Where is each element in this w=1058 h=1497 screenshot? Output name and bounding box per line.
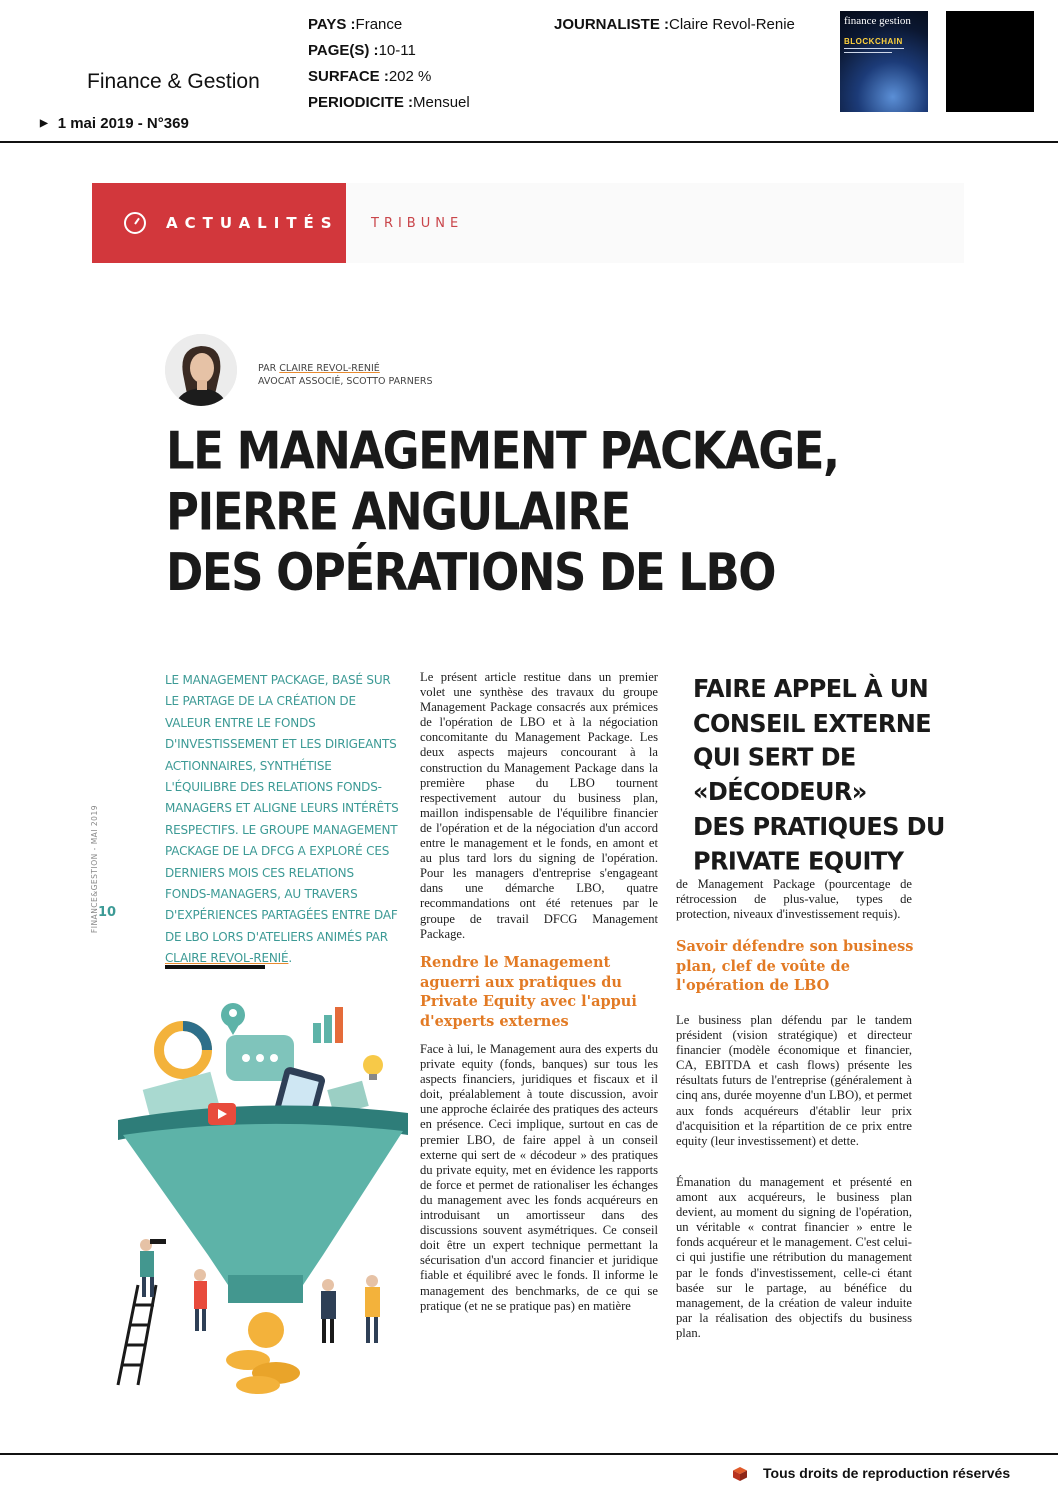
cover-line [844,48,904,49]
lead-rule [165,965,265,969]
pull-quote-line: FAIRE APPEL À UN [693,674,929,704]
cube-logo-icon [733,1467,747,1481]
article-lead: LE MANAGEMENT PACKAGE, BASÉ SUR LE PARTAGE DE LA CRÉATION DE VALEUR ENTRE LE FONDS D'INVESTISSEMENT ET LES DIRIGEANTS ACTIONNAIRES, SYNTHÉTISE L'ÉQUILIBRE DES RELATIONS FONDS-MANAGERS ET ALIGNE LEURS INTÉRÊTS RESPECTIFS. LE GROUPE MANAGEMENT PACKAGE DE LA DFCG A EXPLORÉ CES DERNIERS MOIS CES RELATIONS FONDS-MANAGERS, AU TRAVERS D'EXPÉRIENCES PARTAGÉES ENTRE DAF DE LBO LORS D'ATELIERS ANIMÉS PAR CLAIRE REVOL-RENIÉ. [165,673,399,966]
meta-journaliste: JOURNALISTE :Claire Revol-Renie [554,16,795,33]
pull-quote-line: QUI SERT DE [693,742,856,773]
magazine-cover-thumbnail [840,11,928,112]
funnel-icon [108,985,408,1400]
clock-icon [124,212,146,234]
body-paragraph: Face à lui, le Management aura des experts du private equity (fonds, banques) sur tous les aspects financiers, juridiques et fiscaux et il doit, préalablement à toute discussion, avoir une approche éclairée des pratiques des acteurs en présence. Ceci implique, surtout en cas de premier LBO, de faire appel à un conseil externe qui sert de « décodeur » des pratiques du private equity, met en évidence les rapports de force et permet de rationaliser les échanges du management avec les fonds acquéreurs en introduisant un amortisseur dans des discussions souvent asymétriques. Ce conseil doit être un expert technique permettant la sécurisation d'un accord financier et juridique fiable et équilibré avec le fonds. Il informe le management des benchmarks, de ce qui se pratique (et ne se pratique pas) en matière [420,1042,658,1313]
section-name: ACTUALITÉS [166,214,339,232]
rights-notice: Tous droits de reproduction réservés [763,1465,1011,1481]
meta-periodicite: PERIODICITE :Mensuel [308,94,470,111]
section-subname: TRIBUNE [371,216,464,231]
author-byline [258,362,432,388]
article-title [166,420,839,603]
cover-subject: BLOCKCHAIN [844,37,903,46]
cover-title: finance gestion [844,15,911,27]
triangle-bullet-icon: ▶ [40,118,48,129]
lead-author: CLAIRE REVOL-RENIÉ [165,951,289,966]
pull-quote [693,672,945,878]
cover-line [844,52,892,53]
body-paragraph: de Management Package (pourcentage de rétrocession de plus-value, types de protection, niveaux d'investissement requis). [676,877,912,922]
issue-date [40,115,189,132]
publication-name: Finance & Gestion [87,70,260,93]
meta-pays: PAYS :France [308,16,403,33]
meta-pages: PAGE(S) :10-11 [308,42,416,59]
title-line: PIERRE ANGULAIRE [166,480,630,542]
pull-quote-line: CONSEIL EXTERNE [693,708,931,738]
author-role: AVOCAT ASSOCIÉ, SCOTTO PARNERS [258,376,433,387]
vertical-folio: FINANCE&GESTION - MAI 2019 [90,805,99,934]
footer-divider [0,1453,1058,1455]
body-paragraph: Émanation du management et présenté en amont aux acquéreurs, le business plan devient, au moment du signing de l'opération, un véritable « contrat financier » entre le fonds acquéreur et le management. C'est celui-ci qui justifie une rétribution du management par le fonds d'investissement, celle-ci étant basée sur le partage, au bénéfice du management, de la création de valeur induite par la réalisation des objectifs du business plan. [676,1175,912,1340]
author-name: CLAIRE REVOL-RENIÉ [279,363,380,374]
subheading: Savoir défendre son business plan, clef de voûte de l'opération de LBO [676,938,914,994]
funnel-illustration [108,985,408,1400]
author-line: PAR CLAIRE REVOL-RENIÉ [258,363,380,374]
issue-text: 1 mai 2019 - N°369 [57,115,189,132]
body-paragraph: Le business plan défendu par le tandem président (vision stratégique) et directeur financier (modèle économique et financier, CA, EBITDA et cash flows) présente les résultats futurs de l'entreprise (généralement à cinq ans, durée moyenne d'un LBO), et permet aux fonds acquéreurs d'établir leur prix d'acquisition et la répartition de ce prix entre equity (leur investissement) et dette. [676,1013,912,1148]
header-divider [0,141,1058,143]
subheading: Rendre le Management aguerri aux pratiques du Private Equity avec l'appui d'experts externes [420,954,637,1030]
redacted-block [946,11,1034,112]
title-line: LE MANAGEMENT PACKAGE, [166,420,839,481]
pull-quote-line: PRIVATE EQUITY [693,845,904,876]
title-line: DES OPÉRATIONS DE LBO [166,541,776,603]
author-avatar [165,334,237,406]
body-paragraph: Le présent article restitue dans un premier volet une synthèse des travaux du groupe Management Package consacrés aux prémices de l'opération de LBO et à la négociation concomitante du Management Package. Les deux aspects majeurs concourant à la construction du Management Package dans la première phase du LBO tournent respectivement autour du business plan, maillon indispensable de l'équilibre financier de l'opération et de la négociation d'un accord entre le management et le fonds, en amont et au plus tard lors du signing de l'opération. Pour les managers d'entreprise s'engageant dans une démarche LBO, quatre recommandations ont été retenues par le groupe de travail DFCG Management Package. [420,670,658,941]
pull-quote-line: DES PRATIQUES DU [693,811,945,841]
author-portrait-icon [165,334,237,406]
page-number: 10 [98,905,117,920]
meta-surface: SURFACE :202 % [308,68,432,85]
pull-quote-line: «DÉCODEUR» [693,777,867,807]
